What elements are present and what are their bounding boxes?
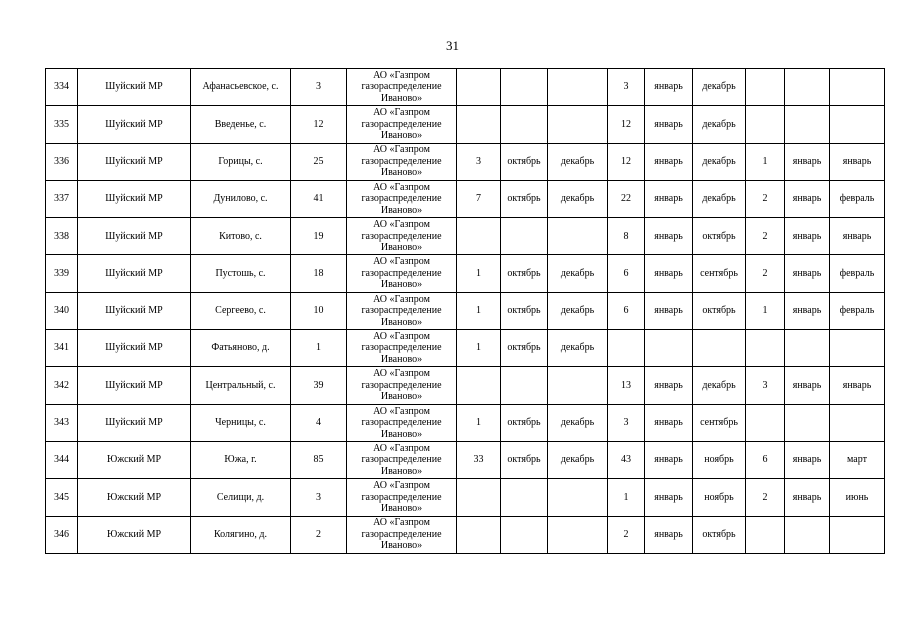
total-count-cell: 39 [291,367,347,404]
period1-start-cell [501,516,548,553]
period3-count-cell [746,330,785,367]
table-row [46,69,885,106]
period2-end-cell: декабрь [693,143,746,180]
locality-cell: Дунилово, с. [191,180,291,217]
period1-end-cell [548,69,608,106]
period1-start-cell [501,367,548,404]
locality-cell: Черницы, с. [191,404,291,441]
period3-count-cell [746,69,785,106]
period1-count-cell: 3 [457,143,501,180]
period2-end-cell: сентябрь [693,404,746,441]
operator-cell: АО «Газпром газораспределение Иваново» [347,367,457,404]
total-count-cell: 2 [291,516,347,553]
period3-count-cell: 2 [746,180,785,217]
period1-end-cell: декабрь [548,404,608,441]
period3-start-cell: январь [785,367,830,404]
period3-count-cell: 3 [746,367,785,404]
locality-cell: Центральный, с. [191,367,291,404]
total-count-cell: 25 [291,143,347,180]
period3-end-cell: февраль [830,292,885,329]
period2-end-cell: декабрь [693,106,746,143]
period1-count-cell [457,218,501,255]
period1-count-cell: 33 [457,441,501,478]
table-row [46,441,885,478]
district-cell: Южский МР [78,441,191,478]
operator-cell: АО «Газпром газораспределение Иваново» [347,218,457,255]
period2-end-cell: сентябрь [693,255,746,292]
total-count-cell: 41 [291,180,347,217]
period1-count-cell [457,69,501,106]
district-cell: Шуйский МР [78,69,191,106]
period3-end-cell: январь [830,218,885,255]
period2-start-cell: январь [645,367,693,404]
period2-start-cell: январь [645,106,693,143]
period2-end-cell: декабрь [693,367,746,404]
period3-end-cell: июнь [830,479,885,516]
operator-cell: АО «Газпром газораспределение Иваново» [347,143,457,180]
period3-end-cell [830,330,885,367]
period3-end-cell [830,404,885,441]
period1-end-cell [548,516,608,553]
period2-count-cell: 2 [608,516,645,553]
period1-end-cell: декабрь [548,143,608,180]
row-number-cell: 337 [46,180,78,217]
locality-cell: Южа, г. [191,441,291,478]
period1-start-cell: октябрь [501,180,548,217]
period1-start-cell [501,106,548,143]
period2-start-cell: январь [645,292,693,329]
period2-count-cell: 6 [608,292,645,329]
operator-cell: АО «Газпром газораспределение Иваново» [347,441,457,478]
total-count-cell: 3 [291,479,347,516]
row-number-cell: 346 [46,516,78,553]
period1-start-cell: октябрь [501,255,548,292]
period3-start-cell: январь [785,292,830,329]
locality-cell: Селищи, д. [191,479,291,516]
period2-end-cell: ноябрь [693,479,746,516]
total-count-cell: 12 [291,106,347,143]
period3-start-cell: январь [785,441,830,478]
table-row [46,367,885,404]
period2-start-cell [645,330,693,367]
row-number-cell: 344 [46,441,78,478]
period1-count-cell: 1 [457,255,501,292]
period3-count-cell: 1 [746,143,785,180]
period1-end-cell: декабрь [548,441,608,478]
period1-start-cell: октябрь [501,404,548,441]
period1-count-cell: 7 [457,180,501,217]
period2-count-cell [608,330,645,367]
period2-start-cell: январь [645,479,693,516]
locality-cell: Горицы, с. [191,143,291,180]
period3-end-cell: февраль [830,180,885,217]
period2-count-cell: 12 [608,106,645,143]
period1-end-cell: декабрь [548,255,608,292]
district-cell: Шуйский МР [78,143,191,180]
period3-count-cell: 6 [746,441,785,478]
row-number-cell: 334 [46,69,78,106]
period3-start-cell: январь [785,255,830,292]
district-cell: Шуйский МР [78,404,191,441]
period1-end-cell: декабрь [548,180,608,217]
total-count-cell: 10 [291,292,347,329]
operator-cell: АО «Газпром газораспределение Иваново» [347,255,457,292]
period1-count-cell [457,367,501,404]
period1-start-cell: октябрь [501,441,548,478]
total-count-cell: 18 [291,255,347,292]
period3-count-cell [746,106,785,143]
row-number-cell: 340 [46,292,78,329]
period2-end-cell [693,330,746,367]
period3-count-cell [746,516,785,553]
row-number-cell: 335 [46,106,78,143]
operator-cell: АО «Газпром газораспределение Иваново» [347,69,457,106]
period3-start-cell [785,516,830,553]
operator-cell: АО «Газпром газораспределение Иваново» [347,106,457,143]
operator-cell: АО «Газпром газораспределение Иваново» [347,180,457,217]
period2-count-cell: 43 [608,441,645,478]
table-row [46,180,885,217]
district-cell: Шуйский МР [78,255,191,292]
total-count-cell: 1 [291,330,347,367]
period3-start-cell: январь [785,479,830,516]
total-count-cell: 85 [291,441,347,478]
locality-cell: Афанасьевское, с. [191,69,291,106]
table-row [46,218,885,255]
period2-start-cell: январь [645,516,693,553]
period1-end-cell [548,218,608,255]
period1-count-cell: 1 [457,330,501,367]
period3-end-cell [830,516,885,553]
period3-end-cell [830,69,885,106]
district-cell: Южский МР [78,479,191,516]
period2-start-cell: январь [645,441,693,478]
period3-end-cell: февраль [830,255,885,292]
period1-count-cell [457,479,501,516]
period2-count-cell: 12 [608,143,645,180]
locality-cell: Фатьяново, д. [191,330,291,367]
period2-count-cell: 8 [608,218,645,255]
period2-start-cell: январь [645,180,693,217]
row-number-cell: 339 [46,255,78,292]
period1-end-cell [548,479,608,516]
period2-count-cell: 13 [608,367,645,404]
table-row [46,292,885,329]
period2-end-cell: октябрь [693,516,746,553]
period1-start-cell [501,479,548,516]
period2-end-cell: октябрь [693,292,746,329]
period2-count-cell: 3 [608,404,645,441]
period3-end-cell: январь [830,367,885,404]
period3-end-cell [830,106,885,143]
period3-start-cell [785,330,830,367]
period1-start-cell [501,218,548,255]
period1-start-cell: октябрь [501,330,548,367]
table-row [46,255,885,292]
row-number-cell: 342 [46,367,78,404]
district-cell: Шуйский МР [78,106,191,143]
table-row [46,516,885,553]
table-row [46,106,885,143]
period2-end-cell: декабрь [693,69,746,106]
period1-count-cell [457,106,501,143]
district-cell: Шуйский МР [78,180,191,217]
period2-end-cell: декабрь [693,180,746,217]
row-number-cell: 345 [46,479,78,516]
period2-start-cell: январь [645,143,693,180]
period1-start-cell: октябрь [501,143,548,180]
operator-cell: АО «Газпром газораспределение Иваново» [347,292,457,329]
period1-count-cell: 1 [457,404,501,441]
locality-cell: Китово, с. [191,218,291,255]
locality-cell: Сергеево, с. [191,292,291,329]
period1-count-cell [457,516,501,553]
period1-end-cell [548,367,608,404]
locality-cell: Введенье, с. [191,106,291,143]
row-number-cell: 336 [46,143,78,180]
operator-cell: АО «Газпром газораспределение Иваново» [347,479,457,516]
period3-start-cell: январь [785,180,830,217]
period3-start-cell [785,106,830,143]
total-count-cell: 19 [291,218,347,255]
table-row [46,143,885,180]
period2-end-cell: ноябрь [693,441,746,478]
period1-end-cell [548,106,608,143]
period3-start-cell [785,69,830,106]
period3-count-cell: 1 [746,292,785,329]
table-row [46,479,885,516]
gasification-schedule-table [45,68,885,554]
locality-cell: Колягино, д. [191,516,291,553]
period3-count-cell: 2 [746,255,785,292]
period2-start-cell: январь [645,218,693,255]
row-number-cell: 338 [46,218,78,255]
period2-start-cell: январь [645,69,693,106]
period1-end-cell: декабрь [548,330,608,367]
operator-cell: АО «Газпром газораспределение Иваново» [347,330,457,367]
period3-count-cell: 2 [746,479,785,516]
period3-count-cell: 2 [746,218,785,255]
period2-count-cell: 22 [608,180,645,217]
table-row [46,404,885,441]
period2-end-cell: октябрь [693,218,746,255]
district-cell: Шуйский МР [78,330,191,367]
period1-end-cell: декабрь [548,292,608,329]
row-number-cell: 341 [46,330,78,367]
period1-start-cell: октябрь [501,292,548,329]
locality-cell: Пустошь, с. [191,255,291,292]
period3-start-cell: январь [785,218,830,255]
district-cell: Шуйский МР [78,367,191,404]
district-cell: Шуйский МР [78,292,191,329]
period3-count-cell [746,404,785,441]
operator-cell: АО «Газпром газораспределение Иваново» [347,516,457,553]
period1-start-cell [501,69,548,106]
period3-start-cell [785,404,830,441]
operator-cell: АО «Газпром газораспределение Иваново» [347,404,457,441]
period2-count-cell: 3 [608,69,645,106]
period2-count-cell: 1 [608,479,645,516]
total-count-cell: 3 [291,69,347,106]
total-count-cell: 4 [291,404,347,441]
row-number-cell: 343 [46,404,78,441]
period2-start-cell: январь [645,255,693,292]
period3-start-cell: январь [785,143,830,180]
district-cell: Южский МР [78,516,191,553]
district-cell: Шуйский МР [78,218,191,255]
period2-start-cell: январь [645,404,693,441]
period2-count-cell: 6 [608,255,645,292]
page-number: 31 [446,38,459,53]
period1-count-cell: 1 [457,292,501,329]
table-row [46,330,885,367]
period3-end-cell: март [830,441,885,478]
period3-end-cell: январь [830,143,885,180]
